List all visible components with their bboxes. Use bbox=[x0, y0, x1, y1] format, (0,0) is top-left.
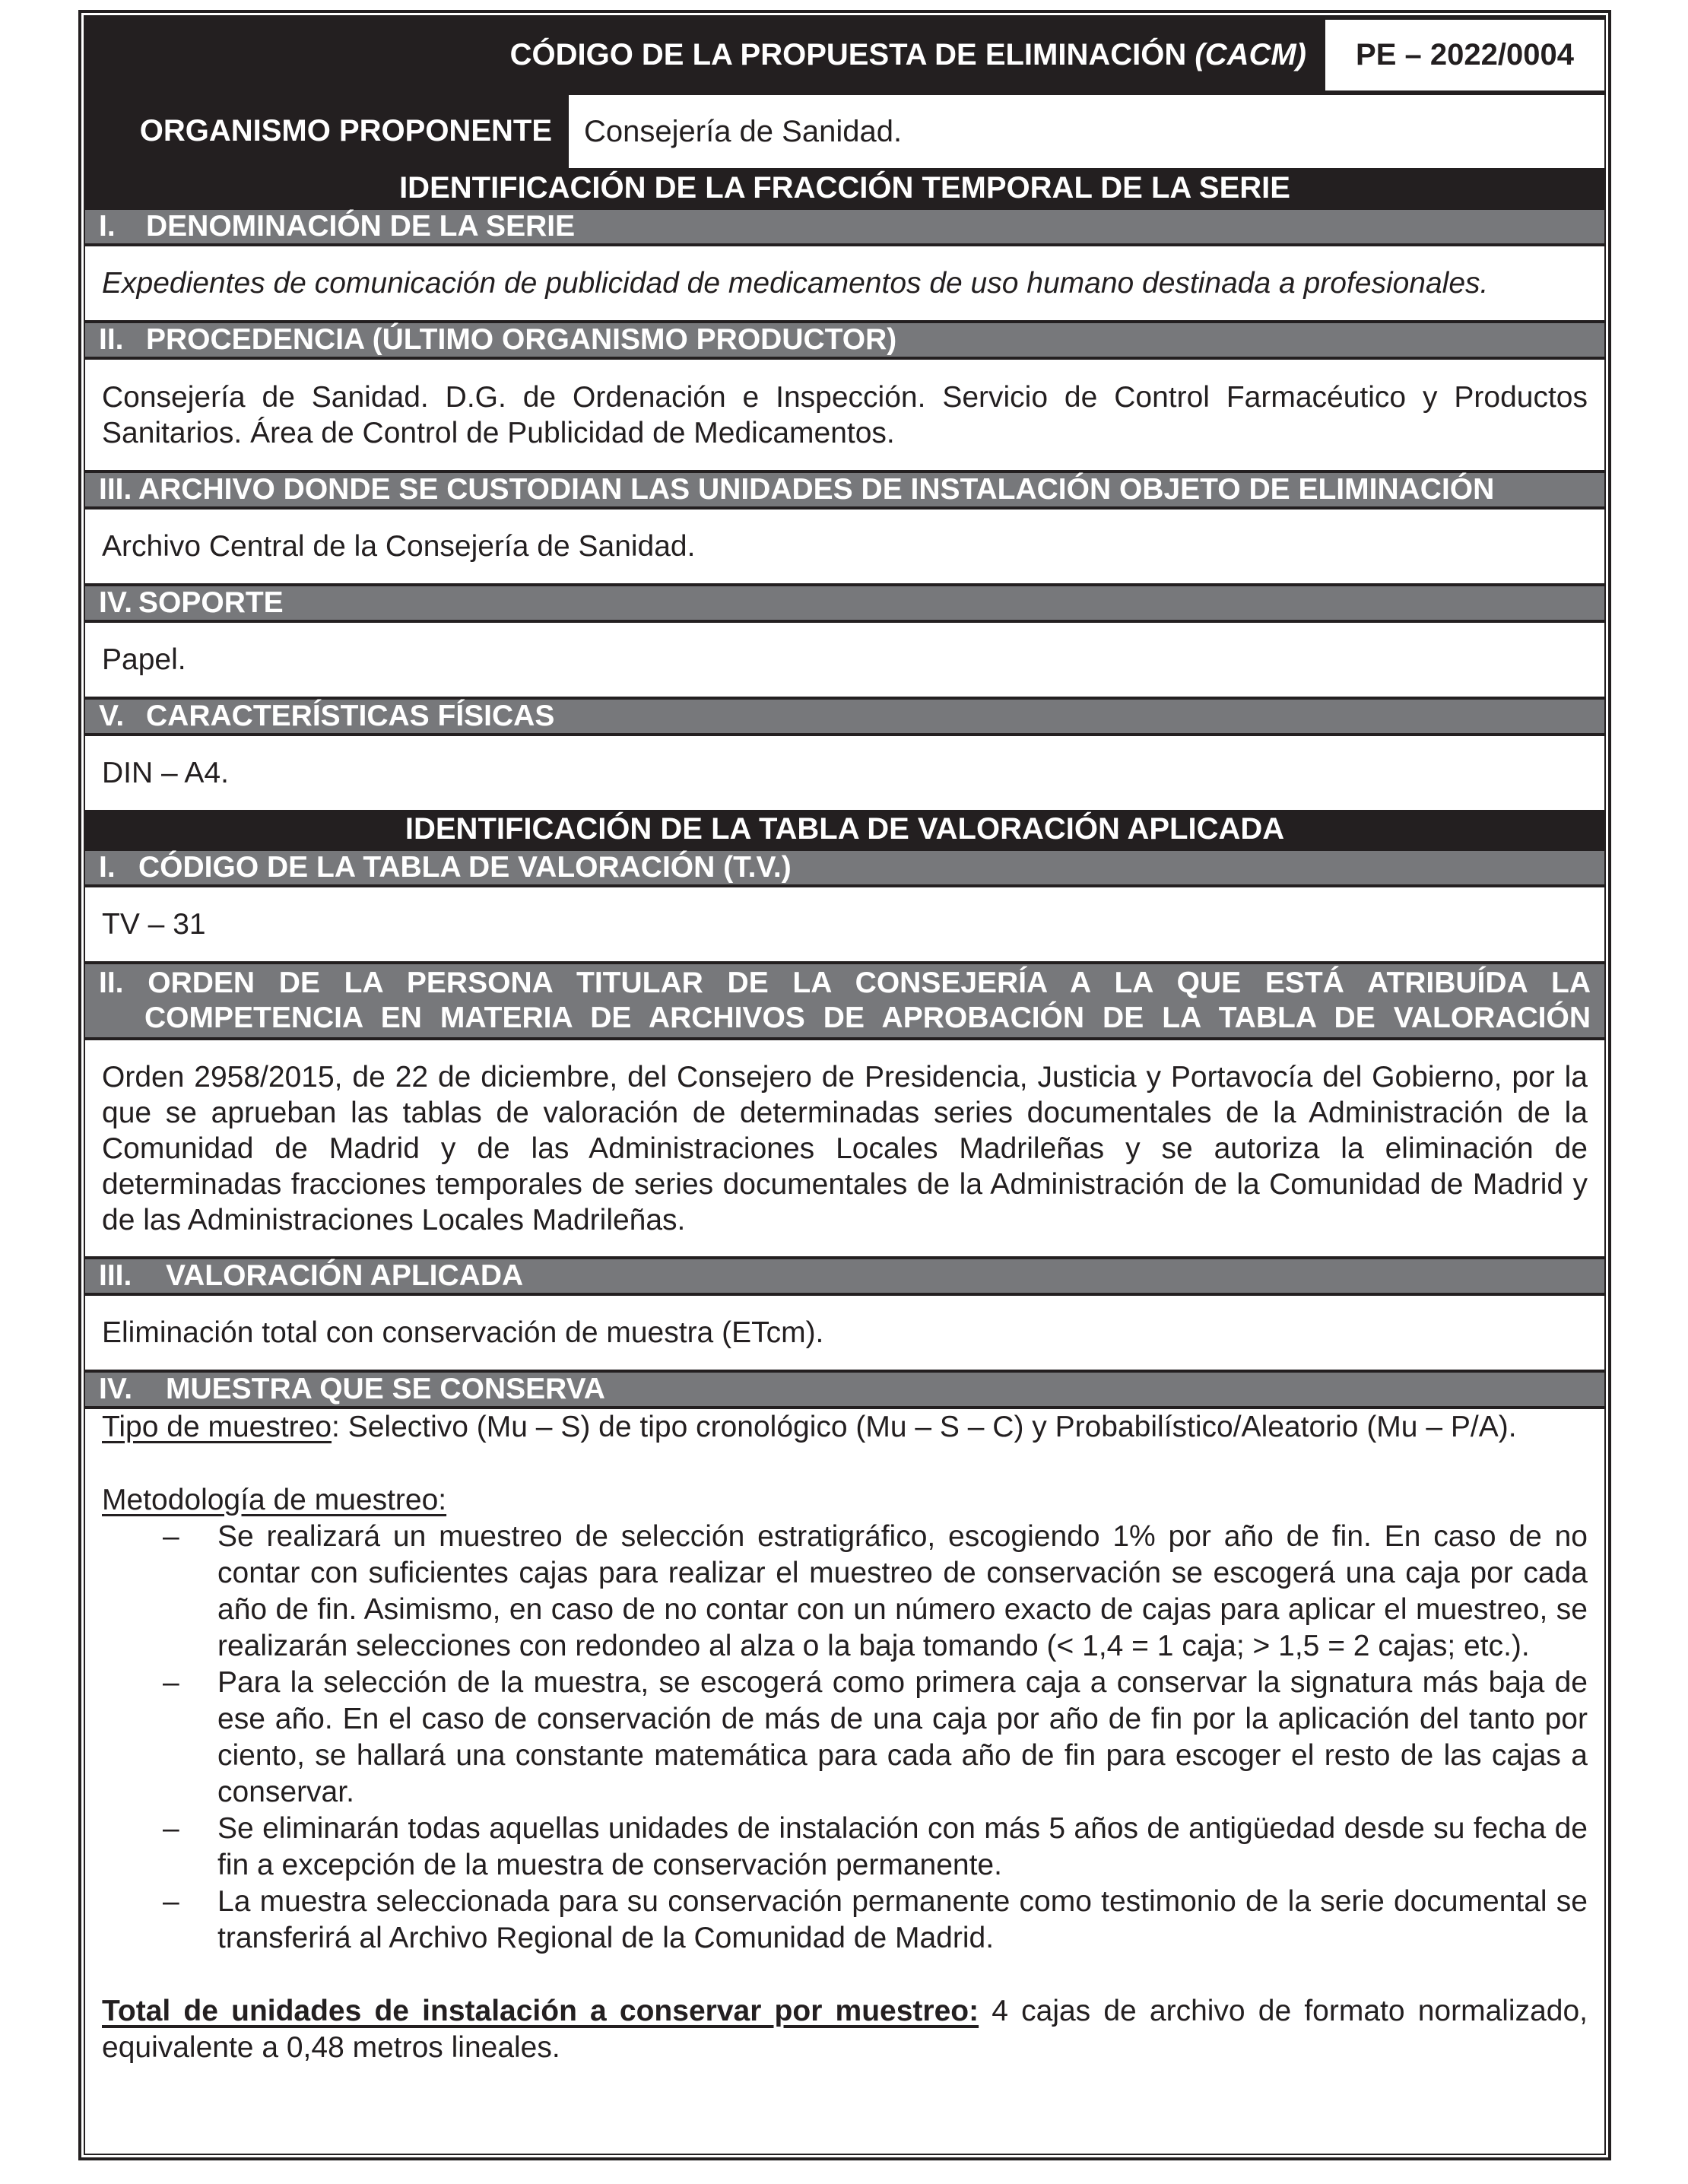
section-valoracion-header bbox=[85, 1256, 1604, 1296]
organismo-label: ORGANISMO PROPONENTE bbox=[139, 113, 552, 148]
list-item-text: Para la selección de la muestra, se escogerá como primera caja a conservar la signatura más baja de ese año. En el caso de conservación de más de una caja por año de fin por la aplicación del tanto por ciento, se hallará una constante matemática para cada año de fin para escoger el resto de las cajas a conservar. bbox=[217, 1666, 1588, 1808]
section-soporte-content bbox=[85, 623, 1604, 697]
part1-title: IDENTIFICACIÓN DE LA FRACCIÓN TEMPORAL DE LA SERIE bbox=[85, 169, 1604, 207]
section-number: I. bbox=[99, 851, 116, 884]
section-title: PROCEDENCIA (ÚLTIMO ORGANISMO PRODUCTOR) bbox=[146, 323, 897, 356]
organismo-row bbox=[85, 93, 1604, 169]
tipo-muestreo bbox=[102, 1409, 1588, 1446]
dash-bullet-icon: – bbox=[163, 1520, 179, 1553]
document-form bbox=[84, 15, 1606, 2155]
section-title-line1: ORDEN DE LA PERSONA TITULAR DE LA CONSEJERÍA A LA QUE ESTÁ ATRIBUÍDA LA bbox=[148, 967, 1591, 999]
proposal-code-row bbox=[85, 17, 1604, 93]
section-number: V. bbox=[99, 700, 125, 732]
dash-bullet-icon: – bbox=[163, 1812, 179, 1845]
section-number: IV. bbox=[99, 586, 133, 619]
section-codigo-tv-content bbox=[85, 887, 1604, 961]
section-number: I. bbox=[99, 210, 116, 243]
list-item-text: La muestra seleccionada para su conservación permanente como testimonio de la serie documental se transferirá al Archivo Regional de la Comunidad de Madrid. bbox=[217, 1885, 1588, 1954]
section-codigo-tv-header bbox=[85, 848, 1604, 887]
total-conservar bbox=[102, 1993, 1588, 2066]
section-caracteristicas-header bbox=[85, 697, 1604, 736]
section-number: II. bbox=[99, 967, 124, 999]
caracteristicas-text: DIN – A4. bbox=[102, 757, 229, 789]
section-number: III. bbox=[99, 1259, 132, 1292]
tipo-muestreo-value: : Selectivo (Mu – S) de tipo cronológico (Mu – S – C) y Probabilístico/Aleatorio (Mu – P/A). bbox=[332, 1411, 1517, 1443]
spacer bbox=[102, 1957, 1588, 1993]
section-caracteristicas-content bbox=[85, 736, 1604, 810]
proposal-code-value: PE – 2022/0004 bbox=[1323, 20, 1604, 93]
dash-bullet-icon: – bbox=[163, 1885, 179, 1918]
section-number: IV. bbox=[99, 1373, 133, 1405]
section-denominacion-header bbox=[85, 207, 1604, 246]
section-title: VALORACIÓN APLICADA bbox=[166, 1259, 524, 1292]
proposal-code-label bbox=[85, 17, 1323, 93]
series-name: Expedientes de comunicación de publicidad de medicamentos de uso humano destinada a profesionales. bbox=[102, 267, 1489, 300]
section-number: III. bbox=[99, 473, 132, 506]
section-muestra-content bbox=[85, 1409, 1604, 2154]
document-frame bbox=[78, 10, 1611, 2160]
proposal-code-label-acronym: (CACM) bbox=[1195, 37, 1306, 71]
section-title: CÓDIGO DE LA TABLA DE VALORACIÓN (T.V.) bbox=[138, 851, 792, 884]
soporte-text: Papel. bbox=[102, 643, 186, 676]
codigo-tv-text: TV – 31 bbox=[102, 908, 206, 941]
section-title: DENOMINACIÓN DE LA SERIE bbox=[146, 210, 576, 243]
section-archivo-header bbox=[85, 470, 1604, 509]
list-item bbox=[102, 1519, 1588, 1665]
metodologia-label: Metodología de muestreo: bbox=[102, 1484, 447, 1516]
tipo-muestreo-label: Tipo de muestreo bbox=[102, 1411, 332, 1443]
section-title: ARCHIVO DONDE SE CUSTODIAN LAS UNIDADES DE INSTALACIÓN OBJETO DE ELIMINACIÓN bbox=[138, 473, 1495, 506]
list-item bbox=[102, 1884, 1588, 1957]
total-label: Total de unidades de instalación a conservar por muestreo: bbox=[102, 1995, 979, 2027]
metodologia-list bbox=[102, 1519, 1588, 1957]
section-orden-content bbox=[85, 1040, 1604, 1256]
spacer bbox=[102, 1446, 1588, 1482]
archivo-text: Archivo Central de la Consejería de Sanidad. bbox=[102, 530, 696, 563]
section-title: CARACTERÍSTICAS FÍSICAS bbox=[146, 700, 555, 732]
list-item bbox=[102, 1811, 1588, 1884]
section-soporte-header bbox=[85, 583, 1604, 623]
orden-text: Orden 2958/2015, de 22 de diciembre, del Consejero de Presidencia, Justicia y Portavocía del Gobierno, por la que se aprueban las tablas de valoración de determinadas series documentales de la Administración de la Comunidad de Madrid y de las Administraciones Locales Madrileñas y se autoriza la eliminación de determinadas fracciones temporales de series documentales de la Administración de la Comunidad de Madrid y de las Administraciones Locales Madrileñas. bbox=[102, 1060, 1588, 1236]
section-archivo-content bbox=[85, 509, 1604, 583]
list-item-text: Se realizará un muestreo de selección estratigráfico, escogiendo 1% por año de fin. En caso de no contar con suficientes cajas para realizar el muestreo de conservación se escogerá una caja por cada año de fin. Asimismo, en caso de no contar con un número exacto de cajas para aplicar el muestreo, se realizarán selecciones con redondeo al alza o la baja tomando (< 1,4 = 1 caja; > 1,5 = 2 cajas; etc.). bbox=[217, 1520, 1588, 1662]
section-orden-header bbox=[85, 961, 1604, 1040]
procedencia-text: Consejería de Sanidad. D.G. de Ordenación e Inspección. Servicio de Control Farmacéutico y Productos Sanitarios. Área de Control de Publicidad de Medicamentos. bbox=[102, 380, 1588, 449]
list-item-text: Se eliminarán todas aquellas unidades de instalación con más 5 años de antigüedad desde su fecha de fin a excepción de la muestra de conservación permanente. bbox=[217, 1812, 1588, 1881]
total-value: 4 cajas de archivo de formato normalizado, equivalente a 0,48 metros lineales. bbox=[102, 1995, 1588, 2064]
organismo-value: Consejería de Sanidad. bbox=[569, 95, 1604, 169]
part2-title: IDENTIFICACIÓN DE LA TABLA DE VALORACIÓN APLICADA bbox=[85, 810, 1604, 848]
section-denominacion-content bbox=[85, 246, 1604, 320]
dash-bullet-icon: – bbox=[163, 1666, 179, 1699]
section-title-line2: COMPETENCIA EN MATERIA DE ARCHIVOS DE APROBACIÓN DE LA TABLA DE VALORACIÓN bbox=[144, 1002, 1591, 1034]
valoracion-text: Eliminación total con conservación de muestra (ETcm). bbox=[102, 1316, 824, 1349]
section-title: SOPORTE bbox=[138, 586, 284, 619]
section-number: II. bbox=[99, 323, 124, 356]
section-orden-title-line1 bbox=[99, 966, 1591, 1001]
proposal-code-label-text: CÓDIGO DE LA PROPUESTA DE ELIMINACIÓN bbox=[509, 37, 1187, 71]
section-procedencia-content bbox=[85, 360, 1604, 470]
list-item bbox=[102, 1665, 1588, 1811]
metodologia-heading bbox=[102, 1482, 1588, 1519]
section-procedencia-header bbox=[85, 320, 1604, 360]
section-title: MUESTRA QUE SE CONSERVA bbox=[166, 1373, 605, 1405]
section-valoracion-content bbox=[85, 1296, 1604, 1370]
section-orden-title bbox=[99, 966, 1591, 1036]
section-muestra-header bbox=[85, 1370, 1604, 1409]
